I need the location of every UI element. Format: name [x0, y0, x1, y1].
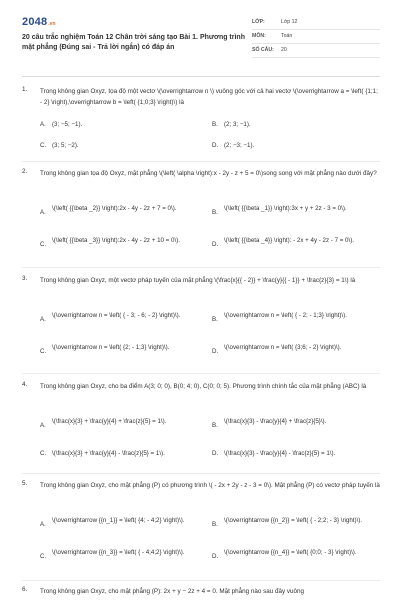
- question-text: Trong không gian tọa độ Oxyz, mặt phẳng \(\left( \alpha \right):x - 2y - z + 5 = 0\)song song với mặt phẳng nào dưới đây?: [40, 170, 377, 177]
- option-text: \(\overrightarrow {{n_3}} = \left( { - 4;4;2} \right)\).: [52, 549, 185, 556]
- meta-key: SỐ CÂU:: [252, 47, 274, 53]
- question-text: Trong không gian Oxyz, cho mặt phẳng (P): 2x + y − 2z + 4 = 0. Mặt phẳng nào sau đây vuông: [40, 588, 305, 595]
- document-meta: [252, 16, 380, 58]
- option-text: \(\overrightarrow n = \left( { - 2; - 1;3} \right)\).: [224, 312, 347, 319]
- meta-value: Toán: [281, 33, 293, 39]
- option-text: (2; 3; −1).: [224, 121, 251, 128]
- meta-row-subject: [252, 30, 380, 44]
- option-label: C.: [40, 142, 47, 149]
- question-separator: [22, 580, 380, 581]
- question-text: Trong không gian Oxyz, một vectơ pháp tuyến của mặt phẳng \(\frac{x}{{ - 2}} + \frac{y}{{ - 1}} + \frac{z}{3} = 1\) là: [40, 277, 356, 284]
- option-text: \(\overrightarrow n = \left( {3;6; - 2} \right)\).: [224, 344, 342, 351]
- meta-value: 20: [281, 47, 287, 53]
- option-label: C.: [40, 450, 47, 457]
- option-text: \(\frac{x}{3} + \frac{y}{4} + \frac{z}{5} = 1\).: [52, 418, 167, 425]
- option-text: \(\frac{x}{3} - \frac{y}{4} + \frac{z}{5}\).: [224, 418, 327, 425]
- option-label: A.: [40, 422, 46, 429]
- meta-key: MÔN:: [252, 33, 266, 39]
- question-6: [22, 586, 380, 598]
- option-text: \(\frac{x}{3} + \frac{y}{4} - \frac{z}{5} = 1\).: [52, 450, 165, 457]
- option-text: \(\left( {{\beta _1}} \right):3x + y + 2z - 3 = 0\).: [224, 205, 347, 212]
- question-number: 3.: [22, 275, 28, 282]
- question-number: 5.: [22, 480, 28, 487]
- meta-row-count: [252, 44, 380, 58]
- meta-key: LỚP:: [252, 19, 265, 25]
- question-number: 2.: [22, 168, 28, 175]
- option-label: B.: [212, 316, 218, 323]
- site-logo[interactable]: [22, 16, 56, 30]
- question-separator: [22, 473, 380, 474]
- question-separator: [22, 267, 380, 268]
- question-text: Trong không gian Oxyz, tọa độ một vectơ \(\overrightarrow n \) vuông góc với cả hai vectơ \(\overrightarrow a = \left( {1;1; - 2} \right),\overrightarrow b = \left( {1;0;3} \right)\) là: [40, 88, 378, 106]
- option-text: \(\left( {{\beta _4}} \right): - 2x + 4y - 2z - 7 = 0\).: [224, 237, 355, 244]
- option-label: C.: [40, 241, 47, 248]
- option-label: B.: [212, 422, 218, 429]
- option-text: \(\overrightarrow n = \left( { - 3; - 6; - 2} \right)\).: [52, 312, 181, 319]
- option-text: \(\overrightarrow n = \left( {2; - 1;3} \right)\).: [52, 344, 170, 351]
- question-4: [22, 381, 380, 467]
- question-separator: [22, 161, 380, 162]
- option-label: B.: [212, 121, 218, 128]
- option-text: \(\left( {{\beta _2}} \right):2x - 4y - 2z + 7 = 0\).: [52, 205, 177, 212]
- question-text: Trong không gian Oxyz, cho mặt phẳng (P) có phương trình \( - 2x + 2y - z - 3 = 0\). Mặt phẳng (P) có vectơ pháp tuyến là: [40, 482, 380, 489]
- option-text: \(\left( {{\beta _3}} \right):2x - 4y - 2z + 10 = 0\).: [52, 237, 180, 244]
- question-5: [22, 480, 380, 576]
- question-2: [22, 168, 380, 262]
- meta-value: Lớp 12: [281, 19, 298, 25]
- option-label: A.: [40, 121, 46, 128]
- meta-row-class: [252, 16, 380, 30]
- option-label: A.: [40, 316, 46, 323]
- option-label: D.: [212, 348, 219, 355]
- document-title: 20 câu trắc nghiệm Toán 12 Chân trời sáng tạo Bài 1. Phương trình mặt phẳng (Đúng sai - Trả lời ngắn) có đáp án: [22, 34, 245, 51]
- option-text: \(\overrightarrow {{n_4}} = \left( {0;0; - 3} \right)\).: [224, 549, 357, 556]
- option-label: B.: [212, 521, 218, 528]
- option-text: (3; −5; −1).: [52, 121, 83, 128]
- question-number: 6.: [22, 586, 28, 593]
- option-label: D.: [212, 553, 219, 560]
- option-text: \(\frac{x}{3} - \frac{y}{4} - \frac{z}{5} = 1\).: [224, 450, 336, 457]
- option-label: A.: [40, 521, 46, 528]
- option-text: (2; −3; −1).: [224, 142, 255, 149]
- option-label: C.: [40, 553, 47, 560]
- option-text: (3; 5; −2).: [52, 142, 79, 149]
- question-separator: [22, 373, 380, 374]
- question-text: Trong không gian Oxyz, cho ba điểm A(3; 0; 0), B(0; 4; 0), C(0; 0; 5). Phương trình chính tắc của mặt phẳng (ABC) là: [40, 383, 367, 390]
- header-divider: [22, 76, 380, 77]
- question-1: [22, 86, 380, 150]
- option-label: B.: [212, 209, 218, 216]
- document-header: [22, 16, 380, 62]
- logo-text: 2048: [22, 16, 48, 28]
- option-label: C.: [40, 348, 47, 355]
- option-label: A.: [40, 209, 46, 216]
- option-label: D.: [212, 142, 219, 149]
- question-number: 1.: [22, 86, 28, 93]
- question-3: [22, 275, 380, 367]
- option-label: D.: [212, 241, 219, 248]
- option-text: \(\overrightarrow {{n_2}} = \left( { - 2;2; - 3} \right)\).: [224, 517, 363, 524]
- logo-domain: .vn: [48, 21, 56, 27]
- question-number: 4.: [22, 381, 28, 388]
- option-label: D.: [212, 450, 219, 457]
- option-text: \(\overrightarrow {{n_1}} = \left( {4; - 4;2} \right)\).: [52, 517, 185, 524]
